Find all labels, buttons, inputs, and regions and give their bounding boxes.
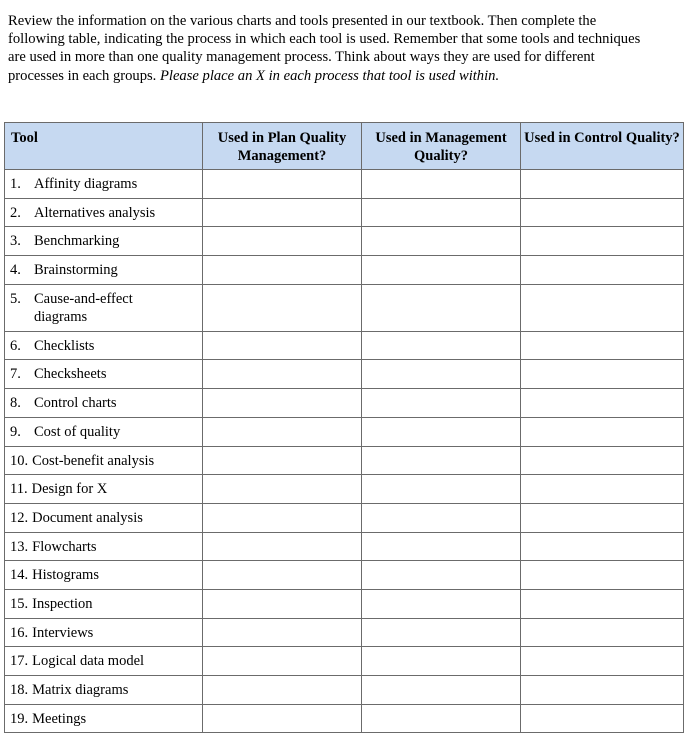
answer-cell-manage[interactable]: [362, 532, 521, 561]
tool-number: 19.: [10, 710, 29, 727]
instructions-text: Review the information on the various charts and tools presented in our textbook. Then complete the following table, indicating the process in which each tool is used. Remember that some tools and techniques are used in more than one quality management process. Think about ways they are used for different processes in each groups.: [8, 13, 641, 84]
tool-label: Checksheets: [34, 366, 107, 383]
tool-cell: [5, 389, 203, 418]
answer-cell-manage[interactable]: [362, 589, 521, 618]
tool-number: 4.: [10, 262, 21, 279]
instructions: [8, 12, 648, 85]
tool-cell: [5, 417, 203, 446]
tool-label: Document analysis: [32, 509, 143, 526]
answer-cell-control[interactable]: [521, 647, 684, 676]
tool-cell: [5, 284, 203, 331]
answer-cell-manage[interactable]: [362, 389, 521, 418]
tool-number: 18.: [10, 682, 29, 698]
tool-cell: [5, 676, 203, 705]
tool-label: Brainstorming: [34, 262, 118, 279]
table-row: [5, 503, 684, 532]
answer-cell-manage[interactable]: [362, 561, 521, 590]
instructions-italic: Please place an X in each process that tool is used within.: [159, 67, 500, 84]
tool-number: 11.: [10, 481, 28, 498]
tool-number: 6.: [10, 337, 21, 354]
tool-label: Control charts: [34, 395, 117, 412]
table-row: [5, 360, 684, 389]
answer-cell-manage[interactable]: [362, 618, 521, 647]
answer-cell-control[interactable]: [521, 170, 684, 199]
answer-cell-manage[interactable]: [362, 417, 521, 446]
tool-label: Cost of quality: [34, 423, 121, 440]
tool-cell: [5, 360, 203, 389]
tool-label: Meetings: [32, 710, 87, 727]
answer-cell-plan[interactable]: [203, 331, 362, 360]
answer-cell-manage[interactable]: [362, 256, 521, 285]
answer-cell-control[interactable]: [521, 589, 684, 618]
header-plan-quality: Used in Plan Quality Management?: [203, 123, 362, 170]
answer-cell-manage[interactable]: [362, 227, 521, 256]
answer-cell-control[interactable]: [521, 503, 684, 532]
answer-cell-plan[interactable]: [203, 198, 362, 227]
answer-cell-manage[interactable]: [362, 284, 521, 331]
answer-cell-control[interactable]: [521, 676, 684, 705]
table-row: [5, 417, 684, 446]
tool-label: Histograms: [32, 567, 99, 584]
tool-label: Logical data model: [32, 653, 145, 670]
tool-cell: [5, 647, 203, 676]
answer-cell-manage[interactable]: [362, 475, 521, 504]
answer-cell-manage[interactable]: [362, 647, 521, 676]
tool-number: 3.: [10, 233, 21, 250]
tool-cell: [5, 227, 203, 256]
tool-cell: [5, 561, 203, 590]
answer-cell-control[interactable]: [521, 532, 684, 561]
tool-number: 7.: [10, 366, 21, 383]
answer-cell-control[interactable]: [521, 561, 684, 590]
table-row: [5, 475, 684, 504]
tool-label: Inspection: [32, 595, 93, 612]
table-row: [5, 256, 684, 285]
answer-cell-plan[interactable]: [203, 561, 362, 590]
answer-cell-control[interactable]: [521, 389, 684, 418]
table-header-row: [5, 123, 684, 170]
answer-cell-plan[interactable]: [203, 532, 362, 561]
answer-cell-manage[interactable]: [362, 446, 521, 475]
tool-number: 12.: [10, 509, 29, 526]
answer-cell-manage[interactable]: [362, 170, 521, 199]
answer-cell-plan[interactable]: [203, 256, 362, 285]
table-row: [5, 198, 684, 227]
answer-cell-control[interactable]: [521, 618, 684, 647]
answer-cell-plan[interactable]: [203, 503, 362, 532]
table-row: [5, 446, 684, 475]
answer-cell-plan[interactable]: [203, 360, 362, 389]
answer-cell-plan[interactable]: [203, 170, 362, 199]
answer-cell-plan[interactable]: [203, 417, 362, 446]
tool-cell: [5, 331, 203, 360]
tool-label: Cause-and-effect diagrams: [34, 290, 133, 325]
tool-number: 13.: [10, 538, 29, 555]
tool-cell: [5, 170, 203, 199]
answer-cell-plan[interactable]: [203, 227, 362, 256]
tool-label: Matrix diagrams: [32, 682, 129, 698]
answer-cell-control[interactable]: [521, 417, 684, 446]
answer-cell-control[interactable]: [521, 446, 684, 475]
answer-cell-plan[interactable]: [203, 676, 362, 705]
answer-cell-manage[interactable]: [362, 360, 521, 389]
answer-cell-plan[interactable]: [203, 389, 362, 418]
table-row: [5, 647, 684, 676]
tool-label: Affinity diagrams: [34, 176, 138, 192]
tool-cell: [5, 198, 203, 227]
tool-cell: [5, 704, 203, 733]
quality-tools-table: [4, 122, 684, 733]
tool-number: 10.: [10, 452, 29, 469]
tool-number: 9.: [10, 423, 21, 440]
tool-cell: [5, 446, 203, 475]
answer-cell-control[interactable]: [521, 360, 684, 389]
answer-cell-plan[interactable]: [203, 284, 362, 331]
tool-number: 8.: [10, 395, 21, 412]
answer-cell-control[interactable]: [521, 198, 684, 227]
table-row: [5, 589, 684, 618]
tool-number: 15.: [10, 595, 29, 612]
tool-label: Flowcharts: [32, 538, 97, 555]
tool-number: 16.: [10, 624, 29, 641]
table-row: [5, 227, 684, 256]
answer-cell-manage[interactable]: [362, 704, 521, 733]
tool-cell: [5, 618, 203, 647]
table-body: [5, 170, 684, 733]
table-row: [5, 389, 684, 418]
tool-number: 1.: [10, 176, 21, 192]
table-row: [5, 532, 684, 561]
answer-cell-manage[interactable]: [362, 198, 521, 227]
answer-cell-manage[interactable]: [362, 676, 521, 705]
tool-cell: [5, 589, 203, 618]
answer-cell-control[interactable]: [521, 256, 684, 285]
answer-cell-control[interactable]: [521, 331, 684, 360]
tool-label: Interviews: [32, 624, 94, 641]
table-row: [5, 561, 684, 590]
table-row: [5, 284, 684, 331]
tool-number: 14.: [10, 567, 29, 584]
answer-cell-plan[interactable]: [203, 618, 362, 647]
tool-number: 17.: [10, 653, 29, 670]
tool-label: Checklists: [34, 337, 95, 354]
header-management-quality: Used in Management Quality?: [362, 123, 521, 170]
answer-cell-manage[interactable]: [362, 331, 521, 360]
answer-cell-control[interactable]: [521, 704, 684, 733]
tool-label: Benchmarking: [34, 233, 120, 250]
tool-label: Design for X: [31, 481, 108, 498]
answer-cell-control[interactable]: [521, 475, 684, 504]
tool-cell: [5, 532, 203, 561]
tool-cell: [5, 256, 203, 285]
answer-cell-plan[interactable]: [203, 446, 362, 475]
table-row: [5, 676, 684, 705]
tool-label: Cost-benefit analysis: [32, 452, 155, 469]
answer-cell-plan[interactable]: [203, 704, 362, 733]
table-row: [5, 618, 684, 647]
header-control-quality: Used in Control Quality?: [521, 123, 684, 170]
answer-cell-plan[interactable]: [203, 647, 362, 676]
tool-number: 5.: [10, 290, 21, 307]
tool-cell: [5, 503, 203, 532]
table-row: [5, 170, 684, 199]
answer-cell-plan[interactable]: [203, 589, 362, 618]
answer-cell-plan[interactable]: [203, 475, 362, 504]
answer-cell-control[interactable]: [521, 284, 684, 331]
answer-cell-manage[interactable]: [362, 503, 521, 532]
table-row: [5, 704, 684, 733]
tool-number: 2.: [10, 204, 21, 221]
tool-label: Alternatives analysis: [34, 204, 156, 221]
answer-cell-control[interactable]: [521, 227, 684, 256]
header-tool: Tool: [5, 123, 203, 170]
tool-cell: [5, 475, 203, 504]
table-row: [5, 331, 684, 360]
